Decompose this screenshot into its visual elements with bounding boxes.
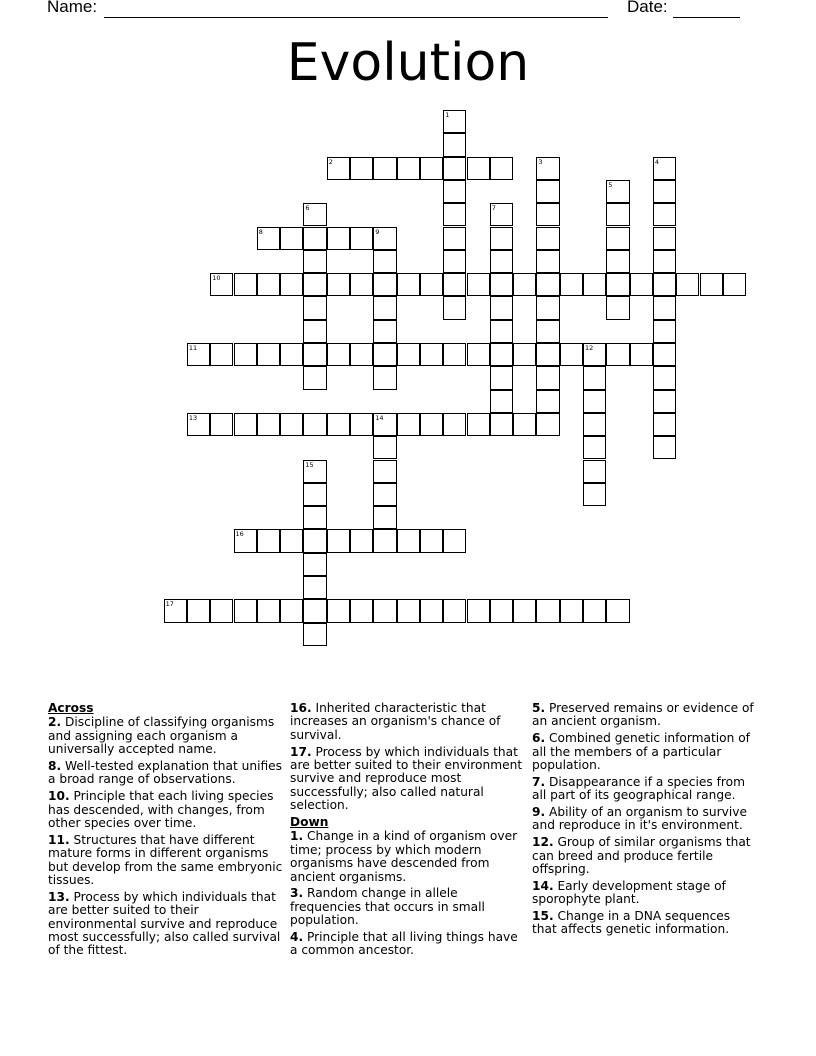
grid-cell[interactable] [583,390,606,413]
grid-cell[interactable] [373,366,396,389]
name-label: Name: [47,0,98,16]
grid-cell[interactable] [234,273,257,296]
grid-cell[interactable] [234,343,257,366]
grid-cell[interactable] [490,320,513,343]
grid-cell[interactable] [443,203,466,226]
clue-number: 17 [165,600,174,609]
grid-cell[interactable] [443,413,466,436]
grid-cell[interactable] [536,250,559,273]
grid-cell[interactable] [373,273,396,296]
clues-column-3 [532,702,758,940]
grid-cell[interactable] [303,553,326,576]
grid-cell[interactable] [187,343,210,366]
grid-cell[interactable] [303,273,326,296]
clue-number: 16 [235,530,244,539]
grid-cell[interactable] [303,366,326,389]
grid-cell[interactable] [164,599,187,622]
grid-cell[interactable] [327,343,350,366]
clue-down-9: 9. Ability of an organism to survive and reproduce in it's environment. [532,805,747,833]
grid-cell[interactable] [303,623,326,646]
grid-cell[interactable] [280,529,303,552]
grid-cell[interactable] [327,227,350,250]
grid-cell[interactable] [280,273,303,296]
grid-cell[interactable] [583,483,606,506]
grid-cell[interactable] [606,227,629,250]
grid-cell[interactable] [303,203,326,226]
across-heading: Across [48,701,94,715]
grid-cell[interactable] [536,366,559,389]
grid-cell[interactable] [420,343,443,366]
grid-cell[interactable] [653,180,676,203]
clue-number: 15 [305,460,314,469]
grid-cell[interactable] [373,413,396,436]
grid-cell[interactable] [443,110,466,133]
grid-cell[interactable] [303,227,326,250]
grid-cell[interactable] [257,529,280,552]
grid-cell[interactable] [420,157,443,180]
grid-cell[interactable] [257,413,280,436]
grid-cell[interactable] [397,529,420,552]
grid-cell[interactable] [280,343,303,366]
grid-cell[interactable] [606,250,629,273]
grid-cell[interactable] [467,343,490,366]
grid-cell[interactable] [210,273,233,296]
grid-cell[interactable] [397,343,420,366]
clue-number: 10 [212,274,221,283]
grid-cell[interactable] [653,157,676,180]
grid-cell[interactable] [513,599,536,622]
grid-cell[interactable] [303,599,326,622]
grid-cell[interactable] [303,576,326,599]
grid-cell[interactable] [280,599,303,622]
grid-cell[interactable] [327,599,350,622]
grid-cell[interactable] [397,599,420,622]
grid-cell[interactable] [653,203,676,226]
grid-cell[interactable] [490,157,513,180]
grid-cell[interactable] [303,460,326,483]
grid-cell[interactable] [210,343,233,366]
clue-down-7: 7. Disappearance if a species from all part of its geographical range. [532,774,745,803]
grid-cell[interactable] [583,413,606,436]
clue-number: 2 [328,157,333,166]
clue-number: 14 [375,413,384,422]
grid-cell[interactable] [303,483,326,506]
grid-cell[interactable] [653,366,676,389]
grid-cell[interactable] [443,180,466,203]
grid-cell[interactable] [560,599,583,622]
grid-cell[interactable] [653,436,676,459]
grid-cell[interactable] [490,413,513,436]
grid-cell[interactable] [303,343,326,366]
clue-across-16: 16. Inherited characteristic that increases an organism's chance of survival. [290,701,501,742]
clue-across-8: 8. Well-tested explanation that unifies a broad range of observations. [48,759,282,787]
grid-cell[interactable] [420,413,443,436]
grid-cell[interactable] [490,203,513,226]
grid-cell[interactable] [653,320,676,343]
grid-cell[interactable] [490,390,513,413]
grid-cell[interactable] [327,273,350,296]
grid-cell[interactable] [187,413,210,436]
grid-cell[interactable] [560,343,583,366]
clue-number: 8 [258,227,263,236]
clue-down-14: 14. Early development stage of sporophyte plant. [532,878,726,907]
grid-cell[interactable] [443,133,466,156]
grid-cell[interactable] [397,157,420,180]
grid-cell[interactable] [234,413,257,436]
clue-number: 4 [654,157,660,166]
grid-cell[interactable] [303,529,326,552]
grid-cell[interactable] [257,343,280,366]
grid-cell[interactable] [653,273,676,296]
clues-column-2 [290,702,526,961]
clue-down-1: 1. Change in a kind of organism over time; process by which modern organisms have descended from ancient organisms. [290,829,518,884]
grid-cell[interactable] [234,529,257,552]
date-label: Date: [627,0,668,16]
grid-cell[interactable] [373,296,396,319]
grid-cell[interactable] [350,599,373,622]
grid-cell[interactable] [303,413,326,436]
clue-number: 3 [538,157,543,166]
clue-across-11: 11. Structures that have different mature forms in different organisms but develop from the same embryonic tissues. [48,832,283,888]
grid-cell[interactable] [443,273,466,296]
clue-number: 7 [491,204,496,213]
grid-cell[interactable] [327,157,350,180]
down-heading: Down [290,815,329,830]
grid-cell[interactable] [327,413,350,436]
grid-cell[interactable] [420,599,443,622]
grid-cell[interactable] [350,227,373,250]
grid-cell[interactable] [373,250,396,273]
clue-down-4: 4. Principle that all living things have a common ancestor. [290,930,518,958]
clue-across-2: 2. Discipline of classifying organisms and assigning each organism a universally accepted name. [48,715,275,757]
grid-cell[interactable] [373,506,396,529]
clue-down-15: 15. Change in a DNA sequences that affects genetic information. [532,909,731,937]
grid-cell[interactable] [490,296,513,319]
clue-down-6: 6. Combined genetic information of all the members of a particular population. [532,731,750,773]
grid-cell[interactable] [257,273,280,296]
grid-cell[interactable] [700,273,723,296]
grid-cell[interactable] [280,413,303,436]
grid-cell[interactable] [303,296,326,319]
grid-cell[interactable] [420,529,443,552]
grid-cell[interactable] [373,227,396,250]
grid-cell[interactable] [490,250,513,273]
grid-cell[interactable] [280,227,303,250]
grid-cell[interactable] [606,343,629,366]
grid-cell[interactable] [676,273,699,296]
clue-number: 1 [445,111,450,119]
grid-cell[interactable] [536,273,559,296]
clue-down-3: 3. Random change in allele frequencies that occurs in small population. [290,886,485,928]
grid-cell[interactable] [350,157,373,180]
grid-cell[interactable] [490,273,513,296]
grid-cell[interactable] [490,343,513,366]
grid-cell[interactable] [583,436,606,459]
grid-cell[interactable] [373,436,396,459]
grid-cell[interactable] [536,390,559,413]
grid-cell[interactable] [583,366,606,389]
page-title: Evolution [286,33,530,93]
clues-column-1 [48,702,284,961]
grid-cell[interactable] [303,250,326,273]
grid-cell[interactable] [303,506,326,529]
grid-cell[interactable] [513,273,536,296]
grid-cell[interactable] [513,413,536,436]
grid-cell[interactable] [536,343,559,366]
grid-cell[interactable] [536,320,559,343]
clue-down-12: 12. Group of similar organisms that can breed and produce fertile offspring. [532,835,751,877]
clue-number: 6 [305,204,310,213]
grid-cell[interactable] [583,599,606,622]
grid-cell[interactable] [653,227,676,250]
grid-cell[interactable] [467,273,490,296]
grid-cell[interactable] [723,273,746,296]
grid-cell[interactable] [210,413,233,436]
grid-cell[interactable] [653,390,676,413]
grid-cell[interactable] [653,413,676,436]
grid-cell[interactable] [257,599,280,622]
grid-cell[interactable] [350,413,373,436]
grid-cell[interactable] [630,273,653,296]
grid-cell[interactable] [443,157,466,180]
grid-cell[interactable] [653,296,676,319]
grid-cell[interactable] [536,599,559,622]
grid-cell[interactable] [443,296,466,319]
grid-cell[interactable] [234,599,257,622]
grid-cell[interactable] [606,599,629,622]
grid-cell[interactable] [210,599,233,622]
grid-cell[interactable] [536,203,559,226]
grid-cell[interactable] [467,157,490,180]
grid-cell[interactable] [327,529,350,552]
grid-cell[interactable] [373,320,396,343]
grid-cell[interactable] [373,460,396,483]
grid-cell[interactable] [536,227,559,250]
grid-cell[interactable] [606,273,629,296]
grid-cell[interactable] [653,343,676,366]
grid-cell[interactable] [350,529,373,552]
grid-cell[interactable] [373,157,396,180]
grid-cell[interactable] [653,250,676,273]
grid-cell[interactable] [490,599,513,622]
grid-cell[interactable] [560,273,583,296]
clue-number: 5 [608,180,613,189]
grid-cell[interactable] [373,483,396,506]
clue-number: 12 [585,344,594,352]
grid-cell[interactable] [420,273,443,296]
clue-across-17: 17. Process by which individuals that are better suited to their environment survive and reproduce most successfully; also called natural selection. [290,744,523,813]
clue-number: 13 [188,413,198,422]
grid-cell[interactable] [373,529,396,552]
grid-cell[interactable] [490,227,513,250]
grid-cell[interactable] [467,599,490,622]
clue-down-5: 5. Preserved remains or evidence of an ancient organism. [532,701,754,729]
grid-cell[interactable] [536,296,559,319]
grid-cell[interactable] [373,599,396,622]
grid-cell[interactable] [606,296,629,319]
grid-cell[interactable] [443,227,466,250]
grid-cell[interactable] [350,343,373,366]
grid-cell[interactable] [443,529,466,552]
grid-cell[interactable] [536,157,559,180]
grid-cell[interactable] [606,203,629,226]
grid-cell[interactable] [397,413,420,436]
grid-cell[interactable] [630,343,653,366]
grid-cell[interactable] [583,343,606,366]
clue-number: 9 [375,227,380,236]
grid-cell[interactable] [443,599,466,622]
grid-cell[interactable] [490,366,513,389]
clue-across-13: 13. Process by which individuals that are better suited to their environmental survive and reproduce most successfully; also called survival of the fittest. [48,889,281,958]
grid-cell[interactable] [606,180,629,203]
grid-cell[interactable] [443,250,466,273]
grid-cell[interactable] [397,273,420,296]
grid-cell[interactable] [303,320,326,343]
grid-cell[interactable] [583,460,606,483]
grid-cell[interactable] [373,343,396,366]
grid-cell[interactable] [583,273,606,296]
grid-cell[interactable] [257,227,280,250]
grid-cell[interactable] [536,413,559,436]
grid-cell[interactable] [513,343,536,366]
grid-cell[interactable] [536,180,559,203]
grid-cell[interactable] [443,343,466,366]
grid-cell[interactable] [467,413,490,436]
grid-cell[interactable] [350,273,373,296]
clue-number: 11 [188,344,198,352]
clue-across-10: 10. Principle that each living species has descended, with changes, from other species over time. [48,789,274,831]
grid-cell[interactable] [187,599,210,622]
